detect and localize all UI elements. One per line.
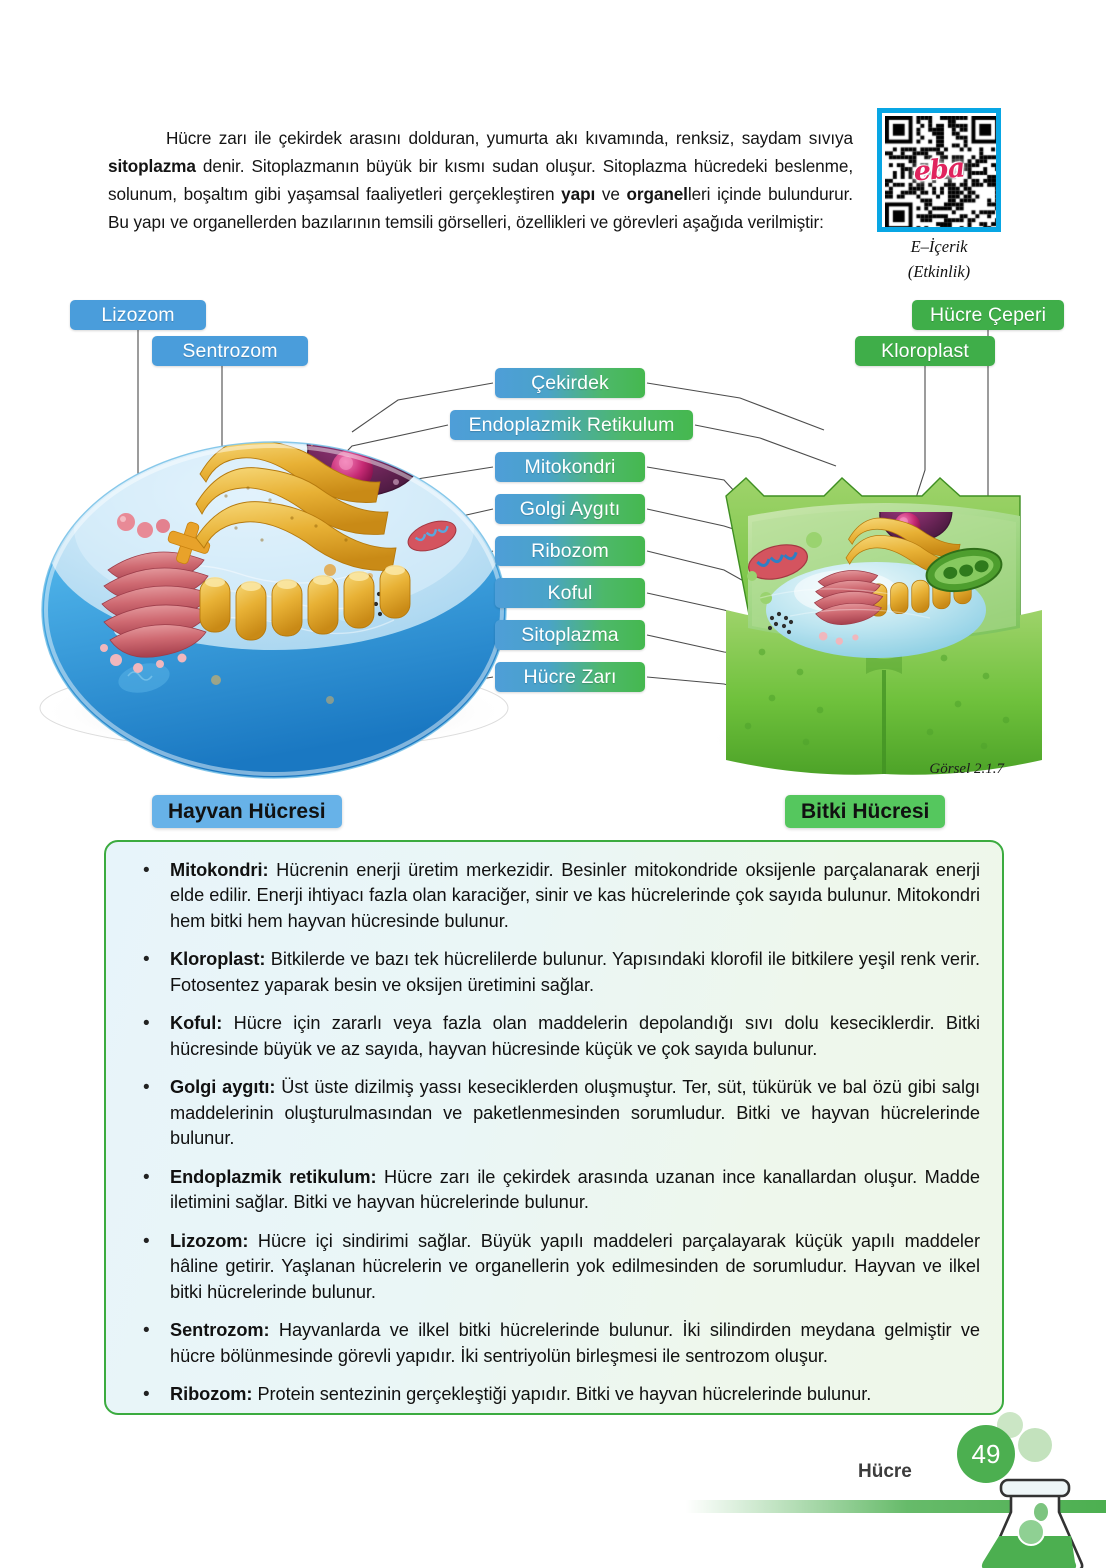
description-body: Hayvanlarda ve ilkel bitki hücrelerinde bulunur. İki silindirden meydana gelmiştir ve hücre bölünmesinde görevli yapıdır. İki sentriyolün birleşmesi ile sentrozom oluşur. (170, 1320, 980, 1366)
description-body: Üst üste dizilmiş yassı keseciklerden oluşmuştur. Ter, süt, tükürük ve bal özü gibi salgı maddelerinin oluşturulmasından ve paketlenmesinden sorumludur. Bitki ve hayvan hücrelerinde bulunur. (170, 1077, 981, 1149)
figure-caption: Görsel 2.1.7 (929, 761, 1004, 777)
bullet-icon: • (143, 1384, 150, 1406)
diagram-label-kloroplast[interactable]: Kloroplast (855, 336, 995, 366)
description-item-sentrozom (128, 1318, 980, 1369)
e-content-qr-block (868, 108, 1010, 283)
diagram-label-koful[interactable]: Koful (495, 578, 645, 608)
description-body: Hücre içi sindirimi sağlar. Büyük yapılı maddeleri parçalayarak küçük yapılı maddeler hâline getirir. Yaşlanan hücrelerin ve organellerin yok edilmesinden de sorumludur. Hayvan ve ilkel bitki hücrelerinde bulunur. (170, 1230, 980, 1302)
intro-bold-term: organel (626, 183, 688, 204)
bullet-icon: • (143, 1230, 150, 1252)
qr-caption-line1: E–İçerik (910, 237, 968, 256)
organelle-description-box (104, 840, 1004, 1415)
description-term: Ribozom: (170, 1384, 253, 1405)
plant-cell-caption: Bitki Hücresi (785, 795, 945, 828)
diagram-label-endoplazmik-retikulum[interactable]: Endoplazmik Retikulum (450, 410, 693, 440)
diagram-label-cekirdek[interactable]: Çekirdek (495, 368, 645, 398)
page-number-badge: 49 (957, 1425, 1015, 1483)
description-text (170, 1318, 980, 1369)
qr-caption-line2: (Etkinlik) (907, 262, 971, 282)
intro-text-run: denir. Sitoplazmanın büyük bir kısmı sudan oluşur. Sitoplazma hücredeki beslenme, solunum, boşaltım gibi yaşamsal faaliyetleri gerçekleştiren (108, 156, 853, 204)
description-item-ribozom (128, 1382, 980, 1408)
footer-accent-bar (0, 1500, 1106, 1513)
description-body: Hücre için zararlı veya fazla olan maddelerin depolandığı sıvı dolu keseciklerdir. Bitki hücresinde büyük ve az sayıda, hayvan hücresinde küçük ve çok sayıda bulunur. (170, 1013, 980, 1059)
diagram-label-golgi-aygiti[interactable]: Golgi Aygıtı (495, 494, 645, 524)
bullet-icon: • (143, 860, 150, 881)
bullet-icon: • (143, 1013, 150, 1035)
diagram-label-mitokondri[interactable]: Mitokondri (495, 452, 645, 482)
intro-text-run: leri içinde bulundurur. Bu yapı ve organellerden bazılarının temsili görselleri, özellikleri ve görevleri aşağıda verilmiştir: (108, 183, 853, 232)
bullet-icon: • (143, 1166, 150, 1188)
description-body: Hücrenin enerji üretim merkezidir. Besinler mitokondride oksijenle parçalanarak enerji elde edilir. Enerji ihtiyacı fazla olan karaciğer, sinir ve kas hücrelerinde çok sayıda bulunur. Mitokondri hem bitki hem hayvan hücresinde bulunur. (170, 860, 980, 931)
description-body: Bitkilerde ve bazı tek hücrelilerde bulunur. Yapısındaki klorofil ile bitkilere yeşil renk verir. Fotosentez yaparak besin ve oksijen üretimini sağlar. (170, 949, 980, 995)
description-term: Endoplazmik retikulum: (170, 1166, 377, 1187)
description-item-golgi-aygiti (128, 1075, 980, 1151)
intro-bold-term: sitoplazma (108, 156, 196, 177)
decorative-dot-large (1018, 1428, 1052, 1462)
intro-text-run: ve (595, 183, 627, 204)
description-body: Hücre zarı ile çekirdek arasında uzanan ince kanallardan oluşur. Madde iletimini sağlar. Bitki ve hayvan hücrelerinde bulunur. (170, 1166, 980, 1213)
description-item-endoplazmik-retikulum (128, 1165, 980, 1216)
description-item-koful (128, 1011, 980, 1062)
bullet-icon: • (143, 1320, 150, 1342)
diagram-label-sitoplazma[interactable]: Sitoplazma (495, 620, 645, 650)
description-text (170, 1382, 980, 1408)
eba-logo: eba (912, 152, 966, 188)
diagram-label-hucre-zari[interactable]: Hücre Zarı (495, 662, 645, 692)
flask-icon (955, 1478, 1105, 1568)
description-text (170, 1165, 980, 1216)
description-text (170, 1075, 980, 1151)
description-text (170, 1229, 980, 1305)
bullet-icon: • (143, 1077, 150, 1099)
diagram-label-ribozom[interactable]: Ribozom (495, 536, 645, 566)
description-term: Koful: (170, 1013, 223, 1034)
description-term: Kloroplast: (170, 949, 266, 970)
diagram-label-lizozom[interactable]: Lizozom (70, 300, 206, 330)
description-text (170, 1011, 980, 1062)
diagram-label-sentrozom[interactable]: Sentrozom (152, 336, 308, 366)
description-text (170, 947, 980, 998)
description-term: Sentrozom: (170, 1320, 270, 1341)
diagram-label-hucre-ceperi[interactable]: Hücre Çeperi (912, 300, 1064, 330)
intro-paragraph (108, 125, 853, 236)
description-item-mitokondri (128, 858, 980, 934)
intro-paragraph-block (108, 108, 853, 254)
cell-comparison-diagram (0, 280, 1106, 825)
description-text (170, 858, 980, 934)
description-term: Mitokondri: (170, 860, 269, 880)
animal-cell-caption: Hayvan Hücresi (152, 795, 342, 828)
description-item-lizozom (128, 1229, 980, 1305)
intro-text-run: Hücre zarı ile çekirdek arasını dolduran, yumurta akı kıvamında, renksiz, saydam sıvıya (166, 128, 853, 149)
bullet-icon: • (143, 949, 150, 971)
qr-code[interactable] (877, 108, 1001, 232)
plant-cell-illustration (706, 476, 1062, 774)
description-item-kloroplast (128, 947, 980, 998)
intro-bold-term: yapı (561, 183, 596, 204)
description-term: Golgi aygıtı: (170, 1077, 276, 1098)
description-term: Lizozom: (170, 1230, 249, 1251)
animal-cell-illustration (38, 390, 510, 778)
description-body: Protein sentezinin gerçekleştiği yapıdır. Bitki ve hayvan hücrelerinde bulunur. (252, 1384, 872, 1405)
footer-chapter-title: Hücre (858, 1461, 912, 1482)
organelle-description-list (128, 858, 980, 1408)
